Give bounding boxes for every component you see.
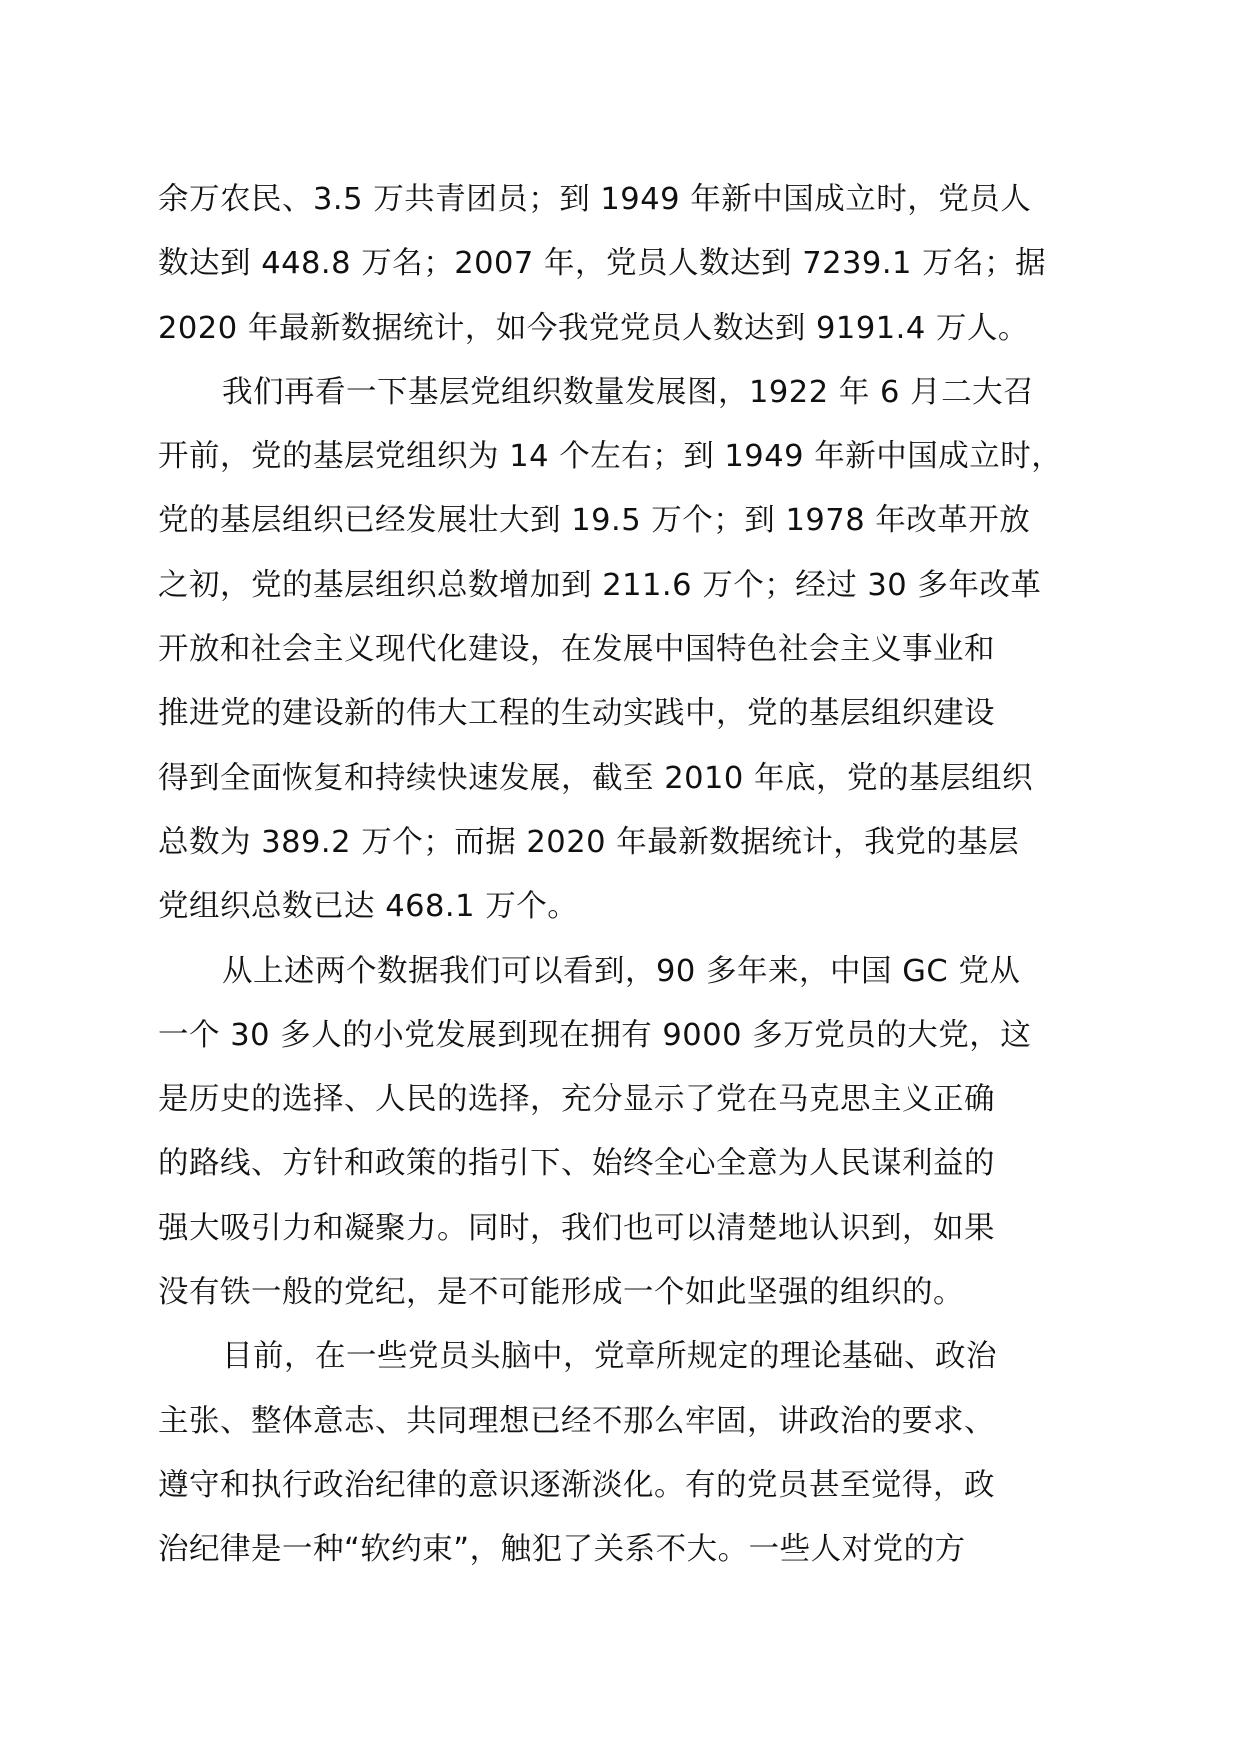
paragraph-first-line: 目前，在一些党员头脑中，党章所规定的理论基础、政治 (222, 1339, 997, 1375)
text-line: 强大吸引力和凝聚力。同时，我们也可以清楚地认识到，如果 (158, 1210, 995, 1246)
document-page (158, 168, 1118, 1583)
paragraph-first-line: 从上述两个数据我们可以看到，90 多年来，中国 GC 党从 (222, 953, 1021, 989)
paragraph-first-line: 我们再看一下基层党组织数量发展图，1922 年 6 月二大召 (222, 374, 1035, 410)
text-line: 开放和社会主义现代化建设，在发展中国特色社会主义事业和 (158, 632, 995, 668)
text-line: 2020 年最新数据统计，如今我党党员人数达到 9191.4 万人。 (158, 310, 1029, 346)
text-line: 遵守和执行政治纪律的意识逐渐淡化。有的党员甚至觉得，政 (158, 1467, 995, 1503)
text-line: 没有铁一般的党纪，是不可能形成一个如此坚强的组织的。 (158, 1275, 964, 1311)
text-line: 党组织总数已达 468.1 万个。 (158, 889, 579, 925)
text-line: 之初，党的基层组织总数增加到 211.6 万个；经过 30 多年改革 (158, 567, 1042, 603)
text-line: 得到全面恢复和持续快速发展，截至 2010 年底，党的基层组织 (158, 760, 1034, 796)
text-line: 主张、整体意志、共同理想已经不那么牢固，讲政治的要求、 (158, 1403, 995, 1439)
text-line: 余万农民、3.5 万共青团员；到 1949 年新中国成立时，党员人 (158, 182, 1032, 217)
text-line: 治纪律是一种“软约束”，触犯了关系不大。一些人对党的方 (158, 1532, 966, 1568)
text-line: 一个 30 多人的小党发展到现在拥有 9000 多万党员的大党，这 (158, 1017, 1032, 1053)
text-line: 推进党的建设新的伟大工程的生动实践中，党的基层组织建设 (158, 696, 995, 732)
text-line: 党的基层组织已经发展壮大到 19.5 万个；到 1978 年改革开放 (158, 503, 1031, 539)
text-line: 总数为 389.2 万个；而据 2020 年最新数据统计，我党的基层 (158, 824, 1020, 860)
text-line: 开前，党的基层党组织为 14 个左右；到 1949 年新中国成立时， (158, 439, 1063, 475)
text-line: 数达到 448.8 万名；2007 年，党员人数达到 7239.1 万名；据 (158, 246, 1047, 282)
text-line: 是历史的选择、人民的选择，充分显示了党在马克思主义正确 (158, 1082, 995, 1118)
text-line: 的路线、方针和政策的指引下、始终全心全意为人民谋利益的 (158, 1146, 995, 1182)
